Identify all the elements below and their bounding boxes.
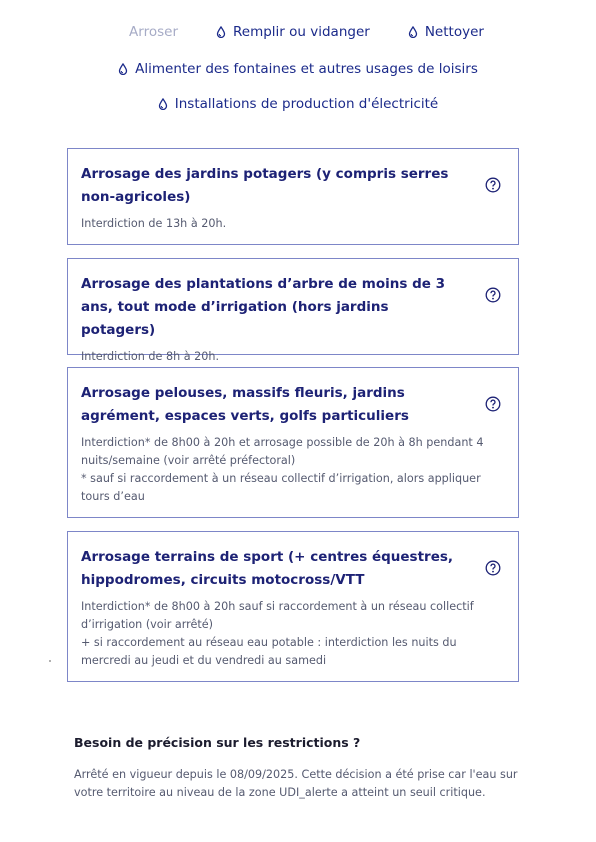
tab-remplir-ou-vidanger[interactable] [216, 24, 370, 40]
restriction-card-plantations-arbres [67, 258, 519, 363]
tab-arroser[interactable] [112, 24, 178, 40]
tab-nettoyer[interactable] [408, 24, 484, 40]
tab-production-electricite[interactable] [158, 96, 438, 112]
help-icon[interactable] [485, 396, 501, 412]
help-icon[interactable] [485, 177, 501, 193]
restriction-card-terrains-sport [67, 531, 519, 682]
stray-dot [49, 660, 51, 662]
tab-label: Alimenter des fontaines et autres usages de loisirs [135, 61, 478, 77]
info-section [74, 735, 534, 802]
tab-fontaines-loisirs[interactable] [118, 61, 478, 77]
restriction-text: Interdiction de 13h à 20h. [81, 217, 227, 230]
usage-tabs-row-2 [0, 61, 596, 77]
restriction-title: Arrosage pelouses, massifs fleuris, jardins agrément, espaces verts, golfs particuliers [81, 385, 409, 424]
water-drop-icon [408, 26, 418, 38]
restriction-card-pelouses-espaces-verts [67, 367, 519, 518]
restriction-title: Arrosage terrains de sport (+ centres équestres, hippodromes, circuits motocross/VTT [81, 549, 454, 588]
restriction-text: Interdiction* de 8h00 à 20h sauf si raccordement à un réseau collectif d’irrigation (voir arrêté) + si raccordement au réseau eau potable : interdiction les nuits du mercredi au jeudi et du vendredi au samedi [81, 600, 474, 667]
restriction-card-jardins-potagers [67, 148, 519, 245]
restriction-text: Interdiction* de 8h00 à 20h et arrosage possible de 20h à 8h pendant 4 nuits/semaine (voir arrêté préfectoral) * sauf si raccordement à un réseau collectif d’irrigation, alors appliquer tours d’eau [81, 436, 484, 503]
usage-tabs-row-3 [0, 96, 596, 112]
tab-label: Nettoyer [424, 24, 484, 40]
restriction-title: Arrosage des jardins potagers (y compris serres non-agricoles) [81, 166, 449, 205]
water-drop-icon [112, 26, 122, 38]
restriction-text: Interdiction de 8h à 20h. [81, 350, 220, 363]
info-title: Besoin de précision sur les restrictions ? [74, 735, 361, 750]
usage-tabs-row-1 [0, 24, 596, 40]
water-drop-icon [118, 63, 128, 75]
tab-label: Remplir ou vidanger [233, 24, 370, 40]
tab-label: Arroser [129, 24, 178, 40]
info-text: Arrêté en vigueur depuis le 08/09/2025. Cette décision a été prise car l'eau sur votre territoire au niveau de la zone UDI_alerte a atteint un seuil critique. [74, 768, 518, 799]
restriction-title: Arrosage des plantations d’arbre de moins de 3 ans, tout mode d’irrigation (hors jardins potagers) [81, 276, 446, 338]
help-icon[interactable] [485, 287, 501, 303]
water-drop-icon [216, 26, 226, 38]
water-drop-icon [158, 98, 168, 110]
tab-label: Installations de production d'électricité [174, 96, 439, 112]
help-icon[interactable] [485, 560, 501, 576]
